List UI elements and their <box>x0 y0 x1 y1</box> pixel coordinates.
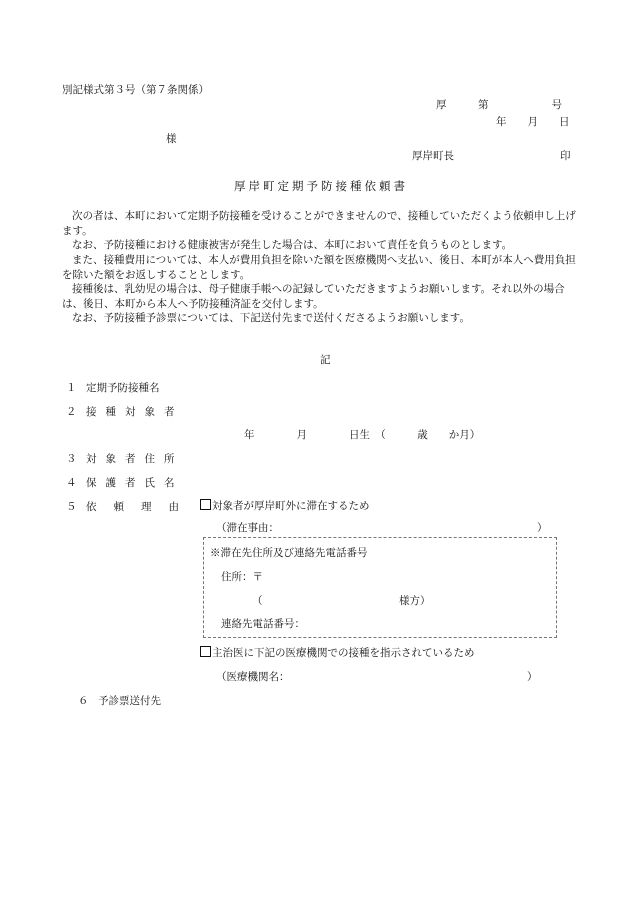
item-4-label: 保護者氏名 <box>86 477 184 489</box>
item-5-number: ５ <box>66 501 77 513</box>
reason-option-1-label: 対象者が厚岸町外に滞在するため <box>212 500 370 512</box>
birth-date-line: 年 月 日生 （ 歳 か月） <box>244 429 481 441</box>
checkbox-icon[interactable] <box>200 499 211 510</box>
item-6-label: 予診票送付先 <box>98 695 161 707</box>
phone-label: 連絡先電話番号： <box>221 618 305 630</box>
box-title: ※滞在先住所及び連絡先電話番号 <box>210 547 368 559</box>
reason-option-2-label: 主治医に下記の医療機関での接種を指示されているため <box>212 647 475 659</box>
address-label: 住所：〒 <box>221 571 263 583</box>
addressee-suffix: 様 <box>166 133 177 145</box>
form-number: 別記様式第３号（第７条関係） <box>62 84 209 96</box>
item-1-label: 定期予防接種名 <box>86 382 160 394</box>
body-paragraph-4: 接種後は、乳幼児の場合は、母子健康手帳への記録していただきますようお願いします。それ以外の場合は、後日、本町から本人へ予防接種済証を交付します。 <box>62 283 565 310</box>
hospital-close: ） <box>527 671 538 683</box>
sender-name: 厚岸町長 <box>412 150 454 162</box>
stay-reason-label: （滞在事由： <box>216 522 279 534</box>
document-title: 厚岸町定期予防接種依頼書 <box>234 179 408 193</box>
reason-option-2[interactable] <box>200 646 475 660</box>
item-4-number: ４ <box>66 477 77 489</box>
sama-kata-line: （ 様方） <box>252 595 431 607</box>
item-2-label: 接種対象者 <box>86 406 184 418</box>
item-3-number: ３ <box>66 453 77 465</box>
body-paragraph-2: なお、予防接種における健康被害が発生した場合は、本町において責任を負うものとします。 <box>72 239 513 251</box>
item-2-number: ２ <box>66 406 77 418</box>
body-paragraph-3: また、接種費用については、本人が費用負担を除いた額を医療機関へ支払い、後日、本町が本人へ費用負担を除いた額をお返しすることとします。 <box>62 254 576 281</box>
body-paragraph-5: なお、予防接種予診票については、下記送付先まで送付くださるようお願いします。 <box>72 312 470 324</box>
item-1-number: １ <box>66 382 77 394</box>
document-number: 厚 第 号 <box>436 99 562 111</box>
hospital-label: （医療機関名： <box>216 671 290 683</box>
issue-date: 年 月 日 <box>496 116 570 128</box>
item-5-label: 依頼理由 <box>86 501 196 513</box>
checkbox-icon[interactable] <box>200 646 211 657</box>
reason-option-1[interactable] <box>200 499 370 513</box>
ki-heading: 記 <box>320 354 331 366</box>
item-3-label: 対象者住所 <box>86 453 184 465</box>
stay-reason-close: ） <box>537 522 548 534</box>
body-paragraph-1: 次の者は、本町において定期予防接種を受けることができませんので、接種していただくよう依頼申し上げます。 <box>62 210 576 237</box>
seal-mark: 印 <box>560 150 571 162</box>
item-6-number: ６ <box>78 695 89 707</box>
